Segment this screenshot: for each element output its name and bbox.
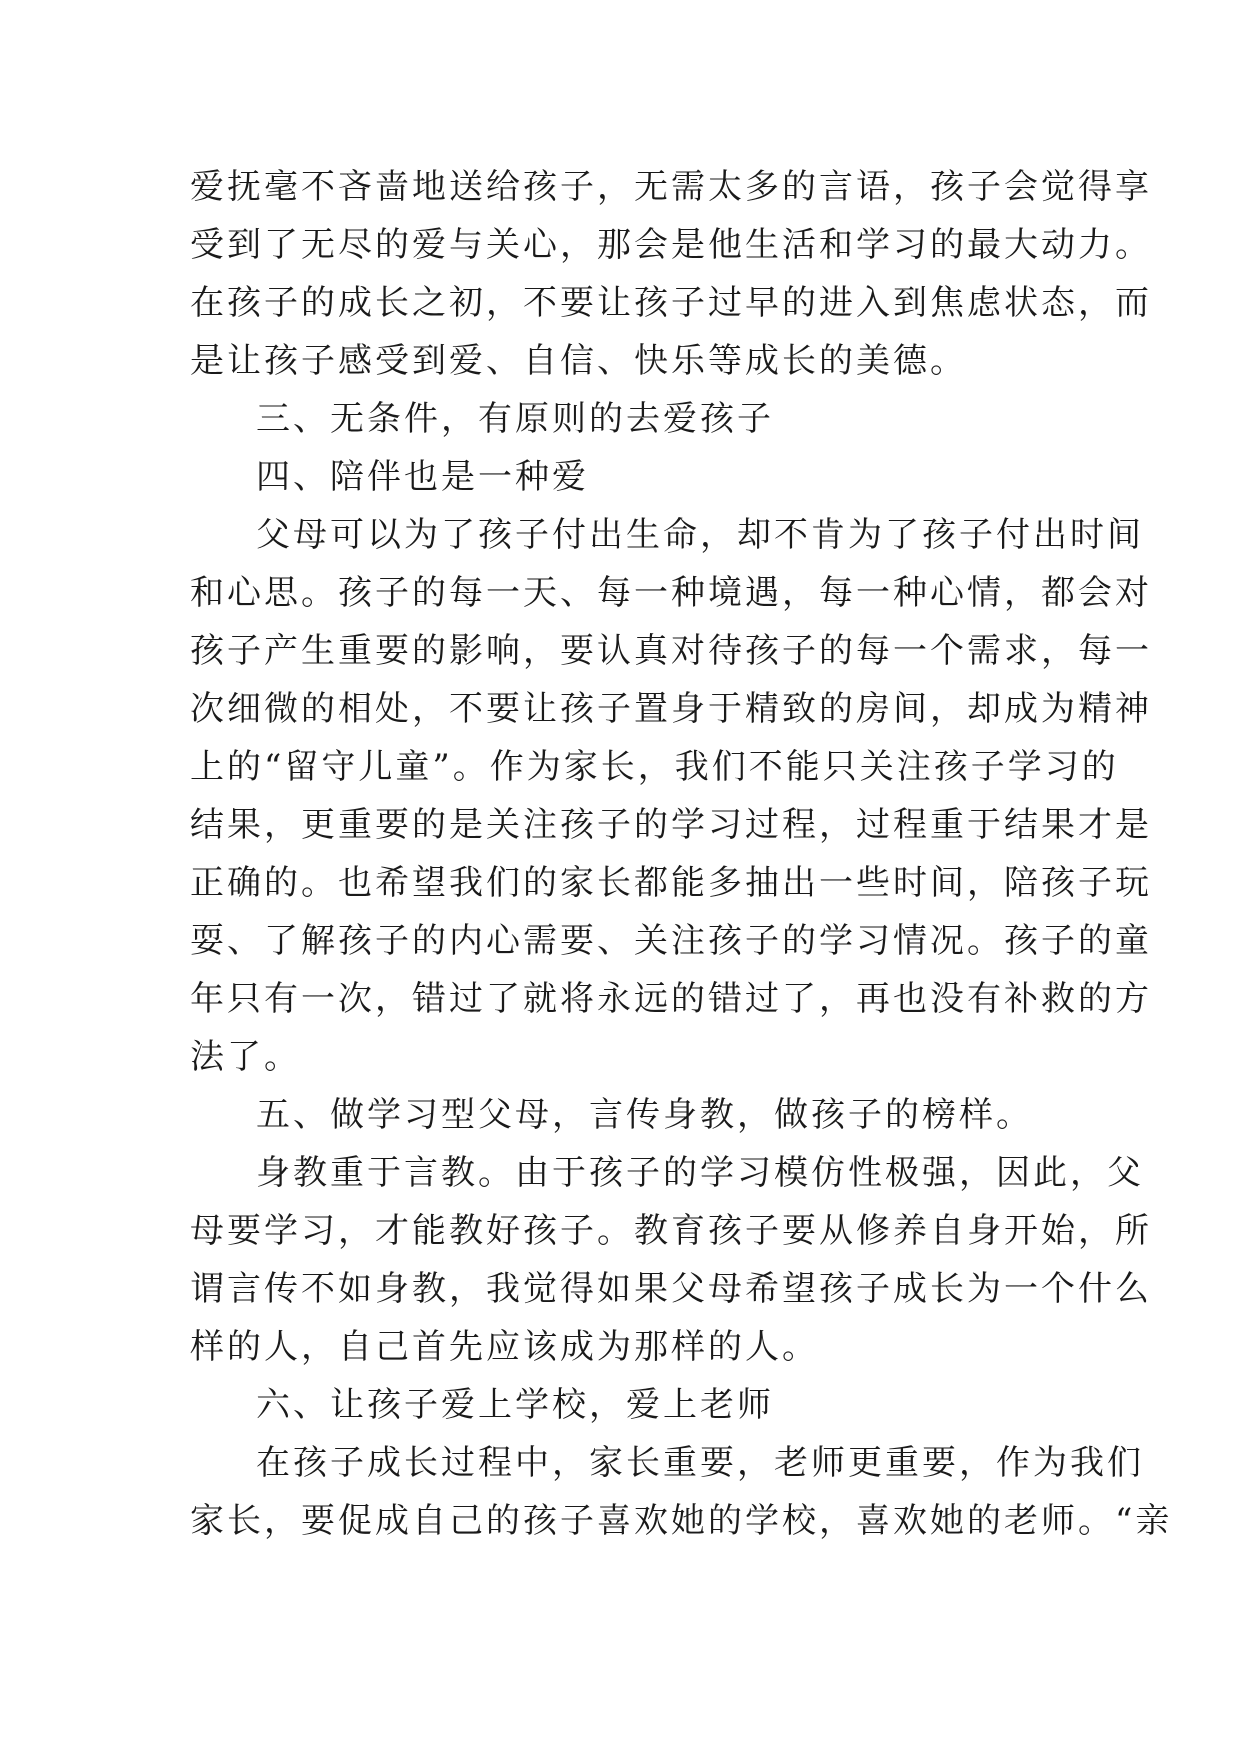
text-line: 样的人，自己首先应该成为那样的人。 [190, 1327, 819, 1367]
section-heading: 六、让孩子爱上学校，爱上老师 [256, 1385, 774, 1425]
text-line: 爱抚毫不吝啬地送给孩子，无需太多的言语，孩子会觉得享 [190, 167, 1152, 207]
section-heading: 四、陪伴也是一种爱 [256, 457, 589, 497]
text-line: 受到了无尽的爱与关心，那会是他生活和学习的最大动力。 [190, 225, 1152, 265]
text-line: 年只有一次，错过了就将永远的错过了，再也没有补救的方 [190, 979, 1152, 1019]
text-line: 和心思。孩子的每一天、每一种境遇，每一种心情，都会对 [190, 573, 1152, 613]
text-line: 家长，要促成自己的孩子喜欢她的学校，喜欢她的老师。“亲 [190, 1501, 1173, 1541]
text-line: 结果，更重要的是关注孩子的学习过程，过程重于结果才是 [190, 805, 1152, 845]
text-line: 身教重于言教。由于孩子的学习模仿性极强，因此，父 [256, 1153, 1144, 1193]
section-heading: 五、做学习型父母，言传身教，做孩子的榜样。 [256, 1095, 1033, 1135]
text-line: 法了。 [190, 1037, 301, 1077]
text-line: 父母可以为了孩子付出生命，却不肯为了孩子付出时间 [256, 515, 1144, 555]
text-line: 孩子产生重要的影响，要认真对待孩子的每一个需求，每一 [190, 631, 1152, 671]
text-line: 正确的。也希望我们的家长都能多抽出一些时间，陪孩子玩 [190, 863, 1152, 903]
text-line: 上的“留守儿童”。作为家长，我们不能只关注孩子学习的 [190, 747, 1119, 787]
text-line: 耍、了解孩子的内心需要、关注孩子的学习情况。孩子的童 [190, 921, 1152, 961]
section-heading: 三、无条件，有原则的去爱孩子 [256, 399, 774, 439]
text-line: 是让孩子感受到爱、自信、快乐等成长的美德。 [190, 341, 967, 381]
text-line: 谓言传不如身教，我觉得如果父母希望孩子成长为一个什么 [190, 1269, 1152, 1309]
text-line: 次细微的相处，不要让孩子置身于精致的房间，却成为精神 [190, 689, 1152, 729]
text-line: 在孩子的成长之初，不要让孩子过早的进入到焦虑状态，而 [190, 283, 1152, 323]
text-line: 母要学习，才能教好孩子。教育孩子要从修养自身开始，所 [190, 1211, 1152, 1251]
body-text [190, 158, 1173, 1550]
text-line: 在孩子成长过程中，家长重要，老师更重要，作为我们 [256, 1443, 1144, 1483]
